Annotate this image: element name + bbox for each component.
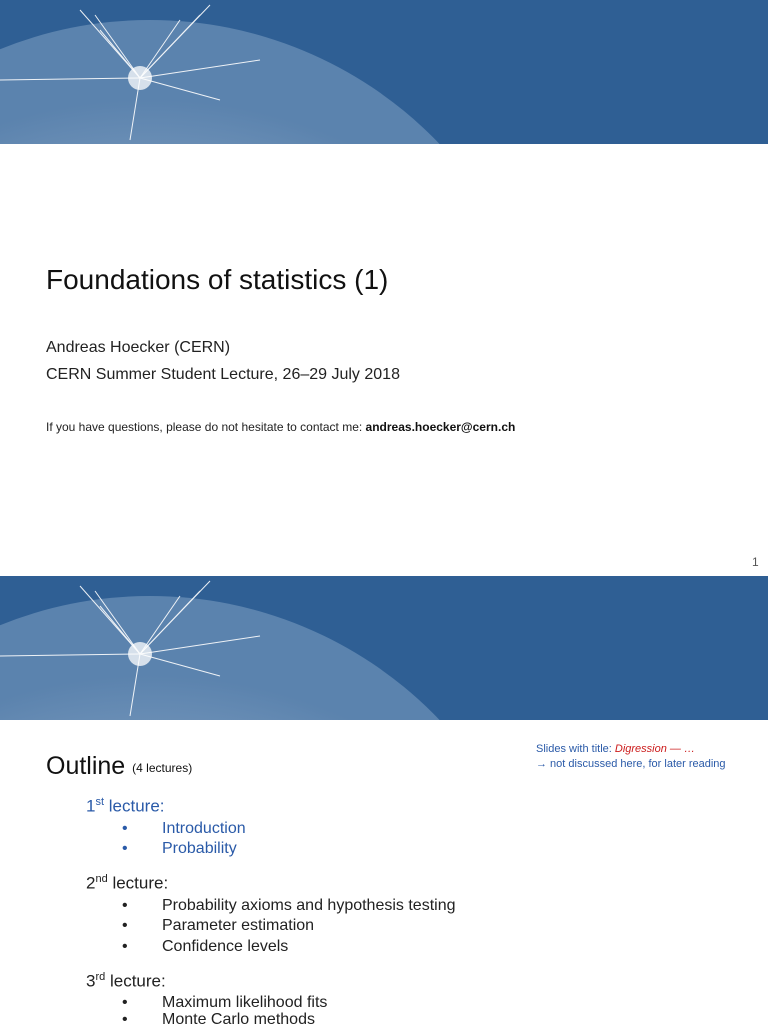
lecture-ordinal-suffix: nd	[95, 873, 108, 885]
lecture-label: lecture:	[105, 971, 166, 991]
lecture-ordinal-suffix: rd	[95, 971, 106, 983]
event-info: CERN Summer Student Lecture, 26–29 July 2018	[46, 366, 400, 383]
header-banner-image	[0, 576, 768, 720]
outline-title	[46, 752, 192, 781]
lecture-number: 3	[86, 971, 96, 991]
list-item-text: Parameter estimation	[162, 917, 315, 934]
list-item-text: Introduction	[162, 820, 246, 837]
author-name: Andreas Hoecker (CERN)	[46, 339, 231, 356]
digression-note-line-1	[536, 743, 695, 755]
lecture-label: lecture:	[104, 796, 165, 816]
page-number: 1	[752, 555, 759, 569]
list-item	[122, 938, 288, 956]
list-item	[122, 917, 314, 935]
digression-note-line-2: → not discussed here, for later reading	[536, 758, 726, 770]
lecture-number: 2	[86, 873, 96, 893]
bullet-dot: •	[122, 1011, 128, 1028]
particle-collision-earth-graphic	[0, 576, 768, 720]
list-item	[122, 994, 327, 1012]
lecture-1-heading	[86, 796, 165, 817]
outline-heading: Outline	[46, 752, 126, 780]
list-item-text: Monte Carlo methods	[162, 1011, 315, 1028]
list-item	[122, 840, 237, 858]
list-item-text: Maximum likelihood fits	[162, 994, 328, 1011]
contact-line	[46, 420, 515, 434]
list-item-text: Probability axioms and hypothesis testing	[162, 897, 456, 914]
lecture-label: lecture:	[107, 873, 169, 893]
note-highlight: Digression — …	[614, 743, 695, 755]
lecture-number: 1	[86, 796, 96, 816]
note-prefix: Slides with title:	[536, 743, 615, 755]
particle-collision-earth-graphic	[0, 0, 768, 144]
bullet-dot: •	[122, 938, 128, 955]
bullet-dot: •	[122, 917, 128, 934]
lecture-ordinal-suffix: st	[95, 796, 105, 808]
bullet-dot: •	[122, 820, 128, 837]
list-item	[122, 897, 456, 915]
contact-text: If you have questions, please do not hesitate to contact me:	[46, 420, 366, 434]
bullet-dot: •	[122, 994, 128, 1011]
header-banner-image	[0, 0, 768, 144]
contact-email[interactable]: andreas.hoecker@cern.ch	[365, 420, 516, 434]
slide-title: Foundations of statistics (1)	[46, 264, 389, 295]
lecture-2-heading	[86, 873, 168, 894]
list-item-text: Confidence levels	[162, 938, 289, 955]
bullet-dot: •	[122, 840, 128, 857]
list-item	[122, 1011, 315, 1029]
bullet-dot: •	[122, 897, 128, 914]
list-item	[122, 820, 246, 838]
outline-subtitle: (4 lectures)	[132, 761, 193, 775]
lecture-3-heading	[86, 971, 166, 992]
list-item-text: Probability	[162, 840, 237, 857]
